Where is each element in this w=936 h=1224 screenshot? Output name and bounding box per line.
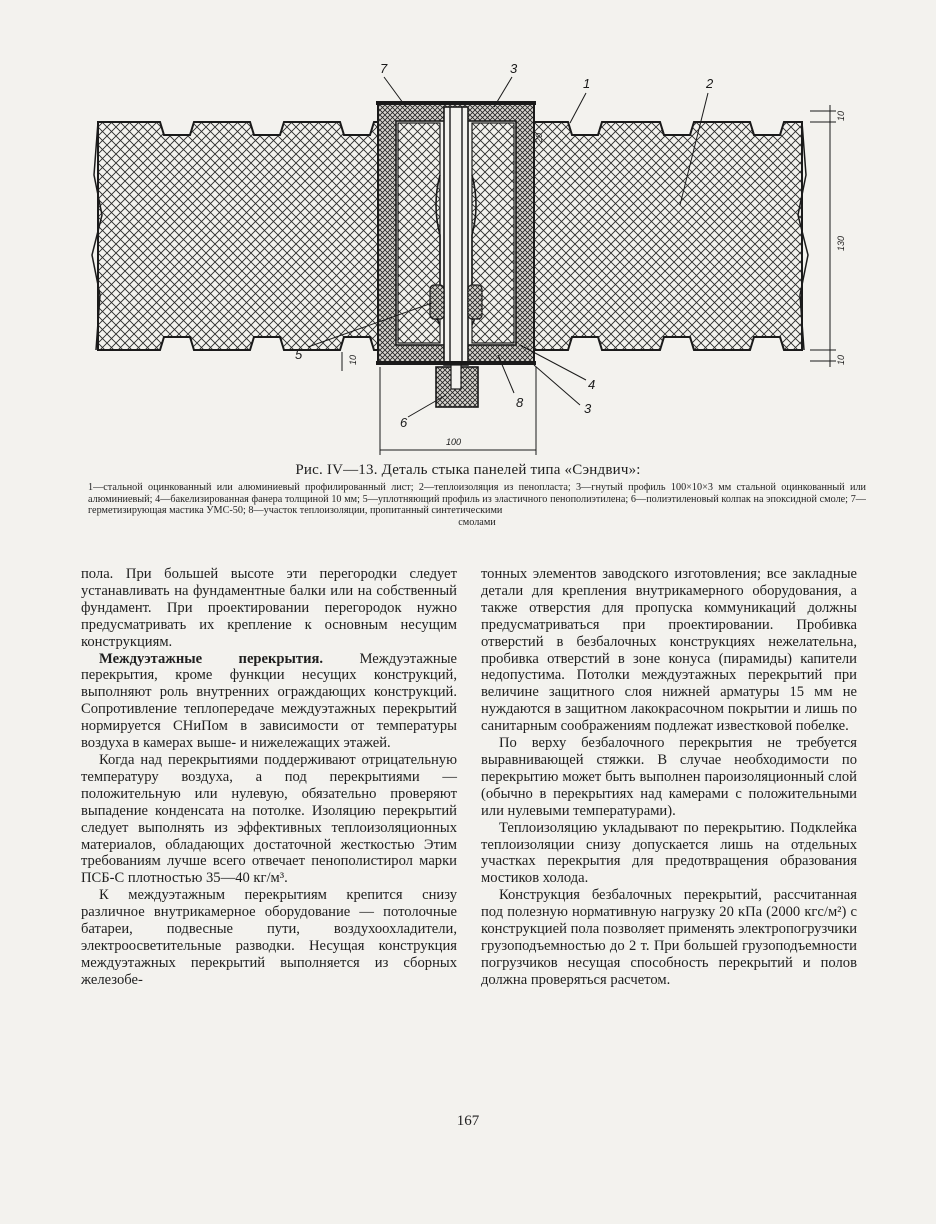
left-paragraph-2-text: Междуэтажные перекрытия, кроме функции несущих конструкций, выполняют роль внутренних ограждающих конструкций. Сопротивление теплопередаче междуэтажных перекрытий нормируется СНиПом в зависимости от температуры воздуха в камерах выше- и нижележащих этажей.: [81, 650, 457, 752]
left-column: [81, 566, 457, 989]
dim-20: 20: [534, 132, 544, 143]
panel-joint-figure: [80, 55, 860, 465]
left-paragraph-4: К междуэтажным перекрытиям крепится снизу различное внутрикамерное оборудование — потолочные батареи, подвесные пути, воздухоохладители, электроосветительные разводки. Несущая конструкция междуэтажных перекрытий выполняется из сборных железобе-: [81, 887, 457, 988]
figure-caption: Рис. IV—13. Деталь стыка панелей типа «Сэндвич»:: [295, 462, 641, 478]
section-heading: Междуэтажные перекрытия.: [99, 650, 324, 667]
callout-1: 1: [583, 76, 591, 91]
figure-legend-text: 1—стальной оцинкованный или алюминиевый профилированный лист; 2—теплоизоляция из пенопласта; 3—гнутый профиль 100×10×3 мм стальной оцинкованный или алюминиевый; 4—бакелизированная фанера толщиной 10 мм; 5—уплотняющий профиль из эластичного пенополиэтилена; 6—полиэтиленовый колпак на эпоксидной смоле; 7—герметизирующая мастика УМС-50; 8—участок теплоизоляции, пропитанный синтетическими: [88, 482, 866, 517]
callout-4: 4: [588, 377, 596, 392]
figure-legend: [88, 482, 866, 528]
dim-10-bottom: 10: [836, 354, 846, 365]
right-paragraph-2: По верху безбалочного перекрытия не требуется выравнивающей стяжки. В случае необходимости по перекрытию может быть выполнен пароизоляционный слой (обычно в перекрытиях над камерами с положительными или нулевыми температурами).: [481, 735, 857, 819]
callout-3-bottom: 3: [584, 401, 592, 416]
callout-3-top: 3: [510, 61, 518, 76]
panel-joint-drawing: [80, 55, 860, 465]
figure-legend-last: смолами: [458, 516, 496, 528]
callout-2: 2: [706, 76, 714, 91]
page-number: 167: [456, 1113, 480, 1129]
dim-130: 130: [836, 235, 846, 251]
right-paragraph-3: Теплоизоляцию укладывают по перекрытию. Подклейка теплоизоляции снизу допускается лишь на отдельных участках перекрытия для предотвращения образования мостиков холода.: [481, 819, 857, 887]
left-paragraph-2: [81, 651, 457, 752]
callout-6: 6: [400, 415, 408, 430]
right-column: [481, 566, 857, 989]
callout-5: 5: [295, 347, 303, 362]
left-panel: [98, 122, 380, 350]
callout-7: 7: [380, 61, 388, 76]
right-paragraph-1: тонных элементов заводского изготовления; все закладные детали для крепления внутрикамерного оборудования, а также отверстия для пропуска коммуникаций должны предусматриваться при проектировании. Пробивка отверстий в безбалочных конструкциях нежелательна, пробивка отверстий в зоне конуса (пирамиды) капители недопустима. Потолки междуэтажных перекрытий при величине защитного слоя нижней арматуры 15 мм не нуждаются в защитном лакокрасочном покрытии и лишь по санитарным соображениям подлежат известковой побелке.: [481, 566, 857, 735]
dim-10-top: 10: [836, 110, 846, 121]
right-paragraph-4: Конструкция безбалочных перекрытий, рассчитанная под полезную нормативную нагрузку 20 кПа (2000 кгс/м²) с конструкцией пола позволяет применять электропогрузчики грузоподъемностью до 2 т. При большей грузоподъемности погрузчиков несущая способность перекрытий и полов должна проверяться расчетом.: [481, 887, 857, 988]
left-paragraph-1: пола. При большей высоте эти перегородки следует устанавливать на фундаментные балки или на собственный фундамент. При проектировании перегородок нужно предусматривать их крепление к основным несущим конструкциям.: [81, 566, 457, 650]
left-paragraph-3: Когда над перекрытиями поддерживают отрицательную температуру воздуха, а под перекрытиями — положительную или нулевую, обязательно проверяют выпадение конденсата на потолке. Изоляцию перекрытий следует выполнять из эффективных теплоизоляционных материалов, обладающих достаточной жесткостью Этим требованиям лучше всего отвечает пенополистирол марки ПСБ-С плотностью 35—40 кг/м³.: [81, 751, 457, 887]
dim-100: 100: [446, 437, 462, 447]
dim-10-left: 10: [348, 354, 358, 365]
right-panel: [532, 122, 802, 350]
callout-8: 8: [516, 395, 524, 410]
